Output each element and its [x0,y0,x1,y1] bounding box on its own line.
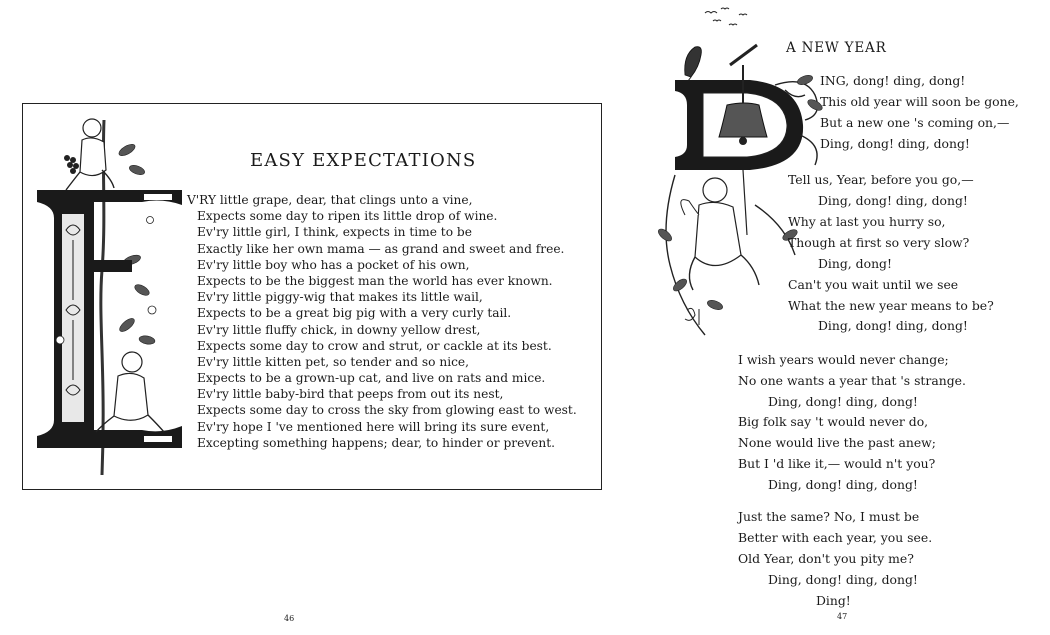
poem-line: Though at first so very slow? [788,235,970,250]
poem-line: Ding, dong! ding, dong! [768,394,918,409]
illuminated-initial-e-illustration [32,110,192,480]
poem-line: Expects to be the biggest man the world has ever known. [197,273,553,288]
poem-line: This old year will soon be gone, [820,94,1019,109]
poem-line: Exactly like her own mama — as grand and sweet and free. [197,241,565,256]
poem-line: None would live the past anew; [738,435,936,450]
page-number: 46 [284,614,295,623]
poem-line: Expects some day to cross the sky from glowing east to west. [197,403,577,418]
poem-line: Ev'ry little boy who has a pocket of his own, [197,257,470,272]
poem-line: Why at last you hurry so, [788,214,946,229]
poem-line: Better with each year, you see. [738,530,933,545]
poem-title: EASY EXPECTATIONS [250,150,477,171]
poem-line: Ding! [816,593,851,608]
poem-line: No one wants a year that 's strange. [738,373,966,388]
poem-line: Tell us, Year, before you go,— [788,172,974,187]
poem-line: Ev'ry little girl, I think, expects in time to be [197,225,472,240]
poem-line: Ding, dong! ding, dong! [768,572,918,587]
poem-line: Expects some day to ripen its little drop of wine. [197,209,498,224]
poem-line: Ding, dong! ding, dong! [768,477,918,492]
poem-line: Ding, dong! ding, dong! [818,193,968,208]
poem-line: Expects to be a grown-up cat, and live on rats and mice. [197,371,546,386]
poem-line: Ding, dong! [818,256,892,271]
poem-line: Ding, dong! ding, dong! [818,318,968,333]
page-number: 47 [837,612,848,621]
poem-line: V'RY little grape, dear, that clings unto a vine, [187,193,473,207]
poem-line: Ev'ry little baby-bird that peeps from out its nest, [197,387,504,402]
poem-line: Just the same? No, I must be [738,509,920,524]
poem-line: Old Year, don't you pity me? [738,551,914,566]
poem-line: ING, dong! ding, dong! [820,73,966,88]
poem-line: Excepting something happens; dear, to hinder or prevent. [197,435,556,450]
right-page [640,0,1050,635]
poem-line: But a new one 's coming on,— [820,115,1010,130]
poem-line: Expects to be a great big pig with a very curly tail. [197,306,512,321]
poem-title: A NEW YEAR [786,40,887,56]
poem-line: Ev'ry little piggy-wig that makes its little wail, [197,290,483,305]
poem-line: Ev'ry little kitten pet, so tender and so nice, [197,354,470,369]
poem-line: Big folk say 't would never do, [738,414,929,429]
poem-line: What the new year means to be? [788,298,994,313]
poem-line: Expects some day to crow and strut, or cackle at its best. [197,338,552,353]
poem-body [187,192,597,451]
poem-line: Ding, dong! ding, dong! [820,136,970,151]
poem-line: Ev'ry hope I 've mentioned here will bring its sure event, [197,419,550,434]
poem-line: Ev'ry little fluffy chick, in downy yellow drest, [197,322,481,337]
poem-line: I wish years would never change; [738,352,949,367]
poem-line: But I 'd like it,— would n't you? [738,456,936,471]
poem-line: Can't you wait until we see [788,277,959,292]
